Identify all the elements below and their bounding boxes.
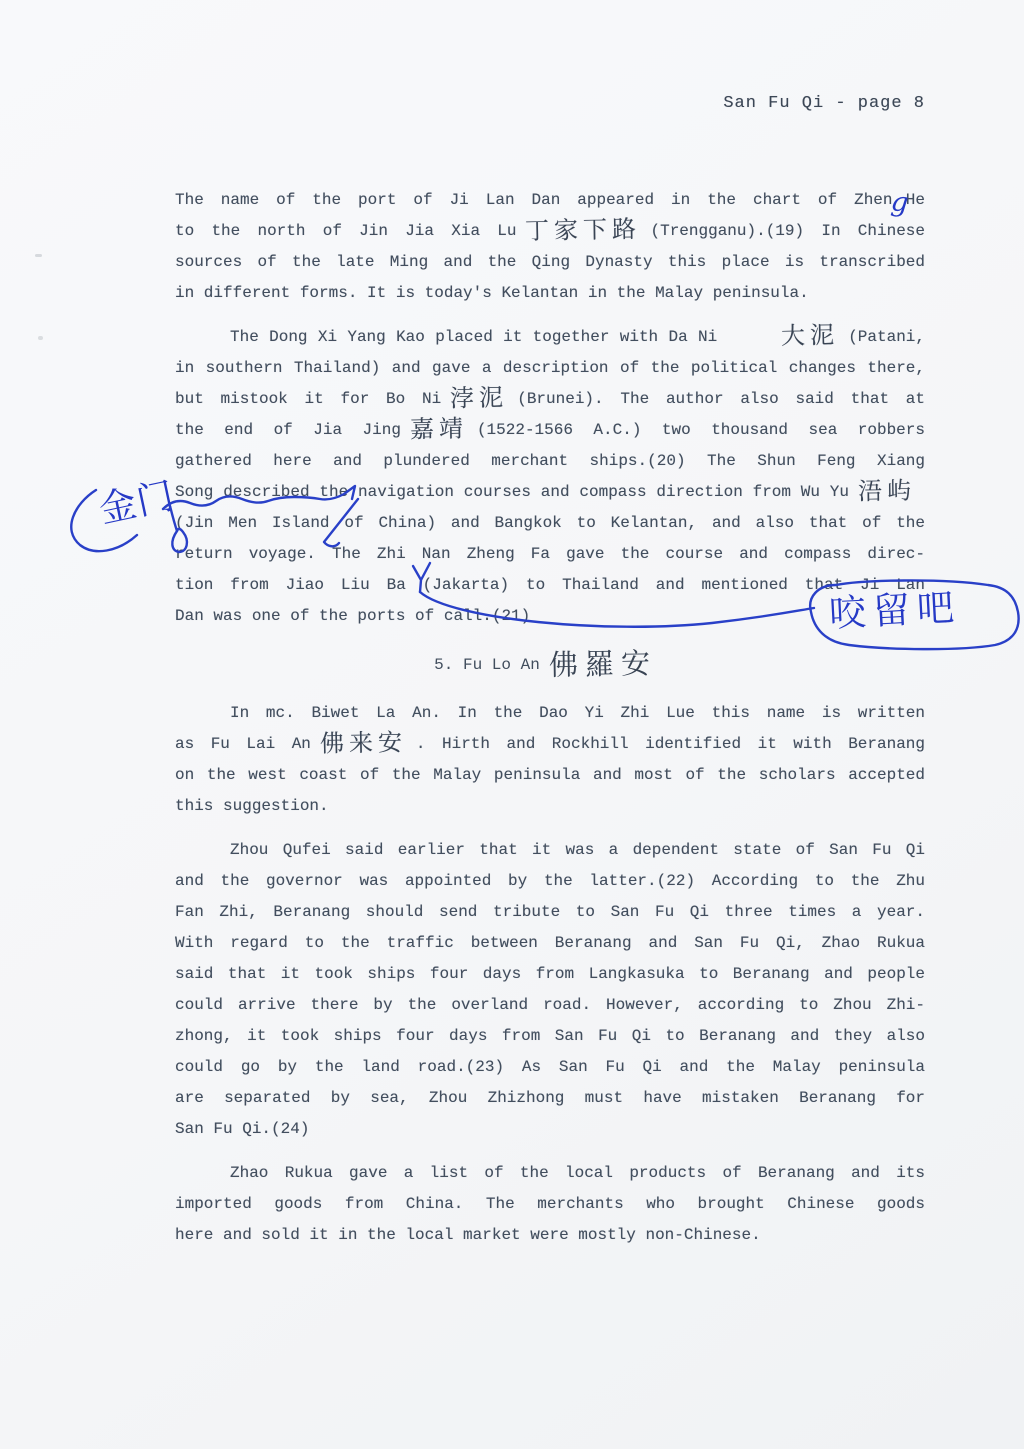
text-line: [175, 353, 925, 384]
heading-line: [175, 648, 925, 682]
paragraph: [175, 698, 925, 822]
text-line: [175, 247, 925, 278]
text-line: [175, 866, 925, 897]
typed-text: gathered here and plundered merchant ships.(20) The Shun Feng Xiang: [175, 452, 925, 470]
text-line: [175, 384, 925, 415]
typed-text: (Jin Men Island of China) and Bangkok to Kelantan, and also that of the: [175, 514, 925, 532]
text-line: [175, 539, 925, 570]
handwritten-cjk: 浯屿: [857, 476, 917, 506]
typed-text: zhong, it took ships four days from San Fu Qi to Beranang and they also: [175, 1027, 925, 1045]
handwritten-cjk: 大泥: [780, 321, 840, 351]
typed-text: are separated by sea, Zhou Zhizhong must have mistaken Beranang for: [175, 1089, 925, 1107]
typed-text: imported goods from China. The merchants who brought Chinese goods: [175, 1195, 925, 1213]
text-line: [175, 1083, 925, 1114]
paragraph: [175, 1158, 925, 1251]
typed-text: In mc. Biwet La An. In the Dao Yi Zhi Lue this name is written: [230, 704, 925, 722]
paper-speck: [35, 254, 42, 257]
typed-text: . Hirth and Rockhill identified it with Beranang: [415, 735, 925, 753]
typed-text: tion from Jiao Liu Ba (Jakarta) to Thailand and mentioned that Ji Lan: [175, 576, 925, 594]
text-line: [175, 1052, 925, 1083]
typed-text: Dan was one of the ports of call.(21): [175, 607, 531, 625]
text-line: [175, 698, 925, 729]
typed-text: in southern Thailand) and gave a description of the political changes there,: [175, 359, 925, 377]
typed-text: Song described the navigation courses and compass direction from Wu Yu: [175, 483, 849, 501]
typed-text: With regard to the traffic between Beranang and San Fu Qi, Zhao Rukua: [175, 934, 925, 952]
text-line: [175, 278, 925, 309]
typed-text: (Patani,: [848, 328, 925, 346]
typed-text: but mistook it for Bo Ni: [175, 390, 442, 408]
paragraph: [175, 835, 925, 1145]
heading-text: 5. Fu Lo An: [434, 656, 540, 674]
handwritten-cjk: 嘉靖: [409, 414, 469, 444]
typed-text: could go by the land road.(23) As San Fu Qi and the Malay peninsula: [175, 1058, 925, 1076]
text-line: [175, 570, 925, 601]
typed-text: on the west coast of the Malay peninsula and most of the scholars accepted: [175, 766, 925, 784]
text-line: [175, 322, 925, 353]
text-line: [175, 1021, 925, 1052]
typed-text: in different forms. It is today's Kelantan in the Malay peninsula.: [175, 284, 809, 302]
typed-text: The Dong Xi Yang Kao placed it together with Da Ni: [230, 328, 718, 346]
text-line: [175, 959, 925, 990]
typed-text: this suggestion.: [175, 797, 329, 815]
page-header: San Fu Qi - page 8: [723, 94, 925, 113]
text-line: [175, 1158, 925, 1189]
handwritten-cjk: 丁家下路: [525, 214, 642, 246]
text-line: [175, 185, 925, 219]
text-line: [175, 1189, 925, 1220]
text-line: [175, 446, 925, 477]
ink-inserted-letter: g: [888, 186, 910, 219]
typed-text: (1522-1566 A.C.) two thousand sea robbers: [476, 421, 925, 439]
paper-speck: [38, 336, 43, 340]
paragraph: [175, 185, 925, 309]
typed-text: the end of Jia Jing: [175, 421, 401, 439]
typed-text: The name of the port of Ji Lan Dan appeared in the chart of Zhen: [175, 191, 893, 209]
text-line: [175, 760, 925, 791]
typed-text: (Brunei). The author also said that at: [517, 390, 926, 408]
text-line: [175, 216, 925, 247]
margin-handwritten-note: 金门: [95, 473, 179, 532]
typed-text: and the governor was appointed by the latter.(22) According to the Zhu: [175, 872, 925, 890]
section-heading: [175, 648, 925, 682]
typed-text: said that it took ships four days from Langkasuka to Beranang and people: [175, 965, 925, 983]
text-line: [175, 990, 925, 1021]
text-line: [175, 1220, 925, 1251]
typed-text: sources of the late Ming and the Qing Dynasty this place is transcribed: [175, 253, 925, 271]
typed-text: to the north of Jin Jia Xia Lu: [175, 222, 517, 240]
typed-text: Zhao Rukua gave a list of the local products of Beranang and its: [230, 1164, 925, 1182]
text-line: [175, 415, 925, 446]
text-line: [175, 791, 925, 822]
typed-text: as Fu Lai An: [175, 735, 311, 753]
typed-text: (Trengganu).(19) In Chinese: [650, 222, 925, 240]
typed-text: here and sold it in the local market were mostly non-Chinese.: [175, 1226, 761, 1244]
handwritten-cjk: 浡泥: [449, 383, 509, 413]
typed-text: Zhou Qufei said earlier that it was a dependent state of San Fu Qi: [230, 841, 925, 859]
text-line: [175, 835, 925, 866]
typed-text: He: [905, 191, 925, 209]
typed-text: could arrive there by the overland road. However, according to Zhou Zhi-: [175, 996, 925, 1014]
typed-text: Fan Zhi, Beranang should send tribute to San Fu Qi three times a year.: [175, 903, 925, 921]
bubble-handwritten-note: 咬留吧: [827, 585, 963, 636]
text-line: [175, 928, 925, 959]
text-column: [175, 88, 925, 1251]
text-line: [175, 508, 925, 539]
text-line: [175, 729, 925, 760]
handwritten-cjk: 佛羅安: [548, 646, 658, 682]
paragraph: [175, 322, 925, 632]
document-body: [175, 185, 925, 1251]
typed-text: return voyage. The Zhi Nan Zheng Fa gave the course and compass direc-: [175, 545, 925, 563]
text-line: [175, 1114, 925, 1145]
typed-text: San Fu Qi.(24): [175, 1120, 310, 1138]
text-line: [175, 477, 925, 508]
handwritten-cjk: 佛来安: [319, 728, 408, 758]
text-line: [175, 601, 925, 632]
text-line: [175, 897, 925, 928]
